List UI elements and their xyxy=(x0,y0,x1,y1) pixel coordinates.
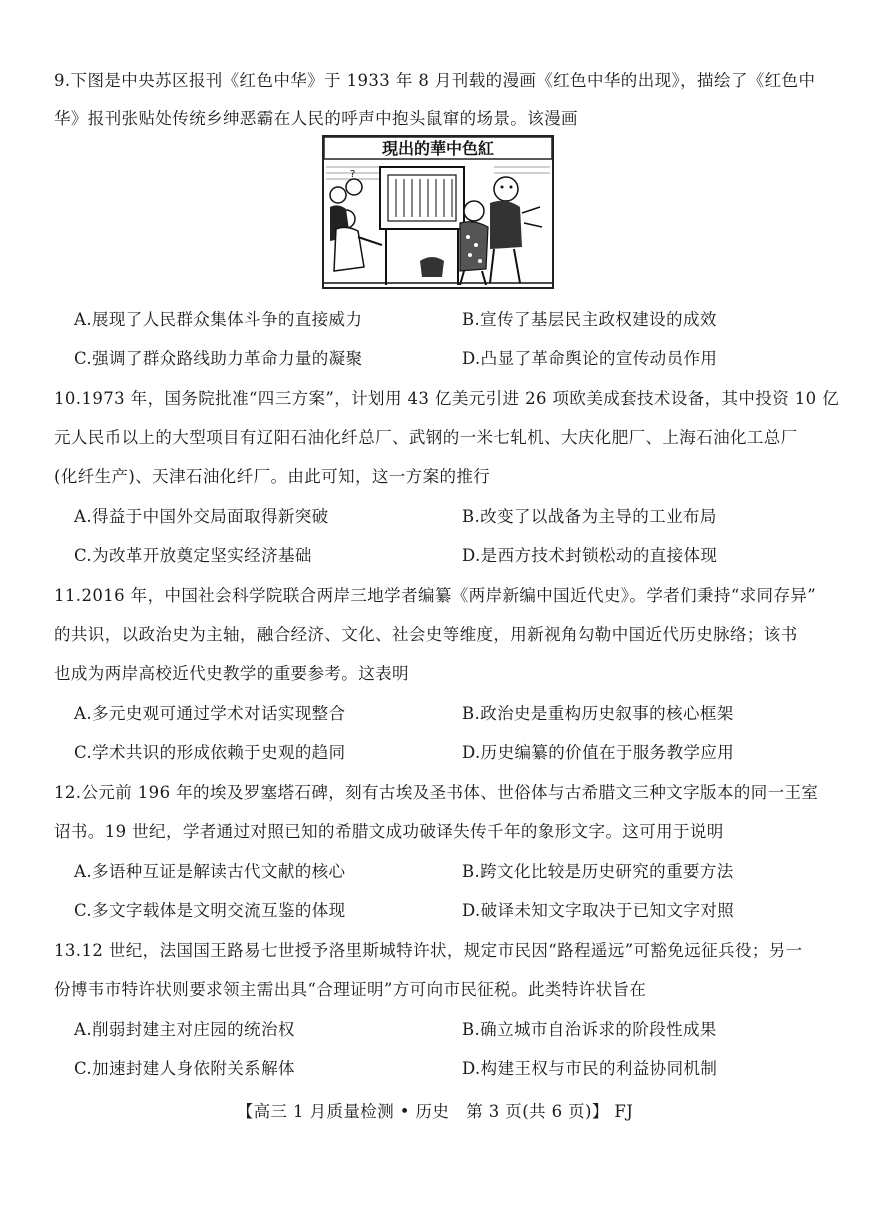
q10-option-d: D.是西方技术封锁松动的直接体现 xyxy=(462,546,718,565)
page-footer: 【高三 1 月质量检测 • 历史 第 3 页(共 6 页)】 FJ xyxy=(236,1102,634,1121)
cartoon-title: 現出的華中色紅 xyxy=(381,139,495,158)
q11-option-c: C.学术共识的形成依赖于史观的趋同 xyxy=(74,743,346,762)
q9-option-b: B.宣传了基层民主政权建设的成效 xyxy=(462,310,717,329)
q11-stem-line2: 的共识，以政治史为主轴，融合经济、文化、社会史等维度，用新视角勾勒中国近代历史脉络；该书 xyxy=(54,625,798,644)
q9-option-a: A.展现了人民群众集体斗争的直接威力 xyxy=(74,310,363,329)
q11-stem-line3: 也成为两岸高校近代史教学的重要参考。这表明 xyxy=(54,664,409,683)
q9-option-d: D.凸显了革命舆论的宣传动员作用 xyxy=(462,349,718,368)
q9-stem-line2: 华》报刊张贴处传统乡绅恶霸在人民的呼声中抱头鼠窜的场景。该漫画 xyxy=(54,109,578,128)
q13-option-c: C.加速封建人身依附关系解体 xyxy=(74,1059,295,1078)
svg-text:?: ? xyxy=(350,169,356,180)
q9-stem-line1: 9.下图是中央苏区报刊《红色中华》于 1933 年 8 月刊载的漫画《红色中华的出现》，描绘了《红色中 xyxy=(54,71,816,90)
q12-option-d: D.破译未知文字取决于已知文字对照 xyxy=(462,901,735,920)
q12-option-b: B.跨文化比较是历史研究的重要方法 xyxy=(462,862,734,881)
q13-stem-line1: 13.12 世纪，法国国王路易七世授予洛里斯城特许状，规定市民因“路程遥远”可豁免远征兵役；另一 xyxy=(54,941,803,960)
q10-option-a: A.得益于中国外交局面取得新突破 xyxy=(74,507,329,526)
q10-stem-line1: 10.1973 年，国务院批准“四三方案”，计划用 43 亿美元引进 26 项欧美成套技术设备，其中投资 10 亿 xyxy=(54,389,840,408)
q13-option-d: D.构建王权与市民的利益协同机制 xyxy=(462,1059,718,1078)
q10-option-b: B.改变了以战备为主导的工业布局 xyxy=(462,507,717,526)
q13-stem-line2: 份博韦市特许状则要求领主需出具“合理证明”方可向市民征税。此类特许状旨在 xyxy=(54,980,647,999)
q12-option-a: A.多语种互证是解读古代文献的核心 xyxy=(74,862,346,881)
q10-option-c: C.为改革开放奠定坚实经济基础 xyxy=(74,546,312,565)
q12-stem-line1: 12.公元前 196 年的埃及罗塞塔石碑，刻有古埃及圣书体、世俗体与古希腊文三种文字版本的同一王室 xyxy=(54,783,819,802)
q13-option-a: A.削弱封建主对庄园的统治权 xyxy=(74,1020,295,1039)
q12-stem-line2: 诏书。19 世纪，学者通过对照已知的希腊文成功破译失传千年的象形文字。这可用于说明 xyxy=(54,822,724,841)
q11-option-a: A.多元史观可通过学术对话实现整合 xyxy=(74,704,346,723)
cartoon-red-china-appears xyxy=(322,135,554,289)
q12-option-c: C.多文字载体是文明交流互鉴的体现 xyxy=(74,901,346,920)
q13-option-b: B.确立城市自治诉求的阶段性成果 xyxy=(462,1020,717,1039)
q10-stem-line2: 元人民币以上的大型项目有辽阳石油化纤总厂、武钢的一米七轧机、大庆化肥厂、上海石油化工总厂 xyxy=(54,428,798,447)
q9-option-c: C.强调了群众路线助力革命力量的凝聚 xyxy=(74,349,363,368)
q10-stem-line3: (化纤生产)、天津石油化纤厂。由此可知，这一方案的推行 xyxy=(54,467,491,486)
q11-stem-line1: 11.2016 年，中国社会科学院联合两岸三地学者编纂《两岸新编中国近代史》。学者们秉持“求同存异” xyxy=(54,586,817,605)
q11-option-b: B.政治史是重构历史叙事的核心框架 xyxy=(462,704,734,723)
q11-option-d: D.历史编纂的价值在于服务教学应用 xyxy=(462,743,735,762)
cartoon-illustration xyxy=(324,137,552,287)
